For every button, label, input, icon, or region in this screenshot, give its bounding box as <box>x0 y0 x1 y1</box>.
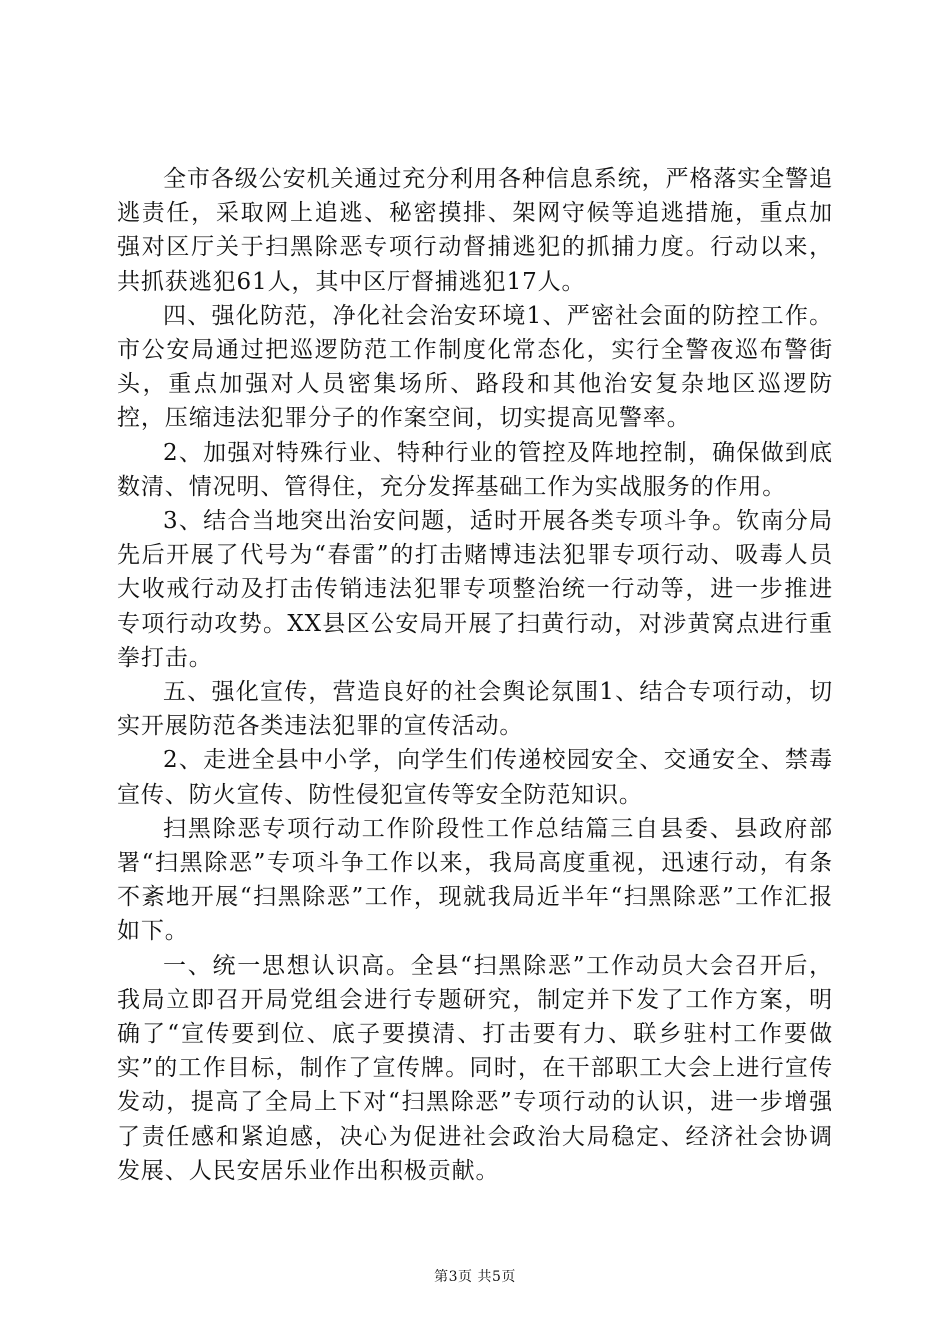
paragraph-3: 2、加强对特殊行业、特种行业的管控及阵地控制，确保做到底数清、情况明、管得住，充分发挥基础工作为实战服务的作用。 <box>117 439 833 500</box>
paragraph-4: 3、结合当地突出治安问题，适时开展各类专项斗争。钦南分局先后开展了代号为“春雷”的打击赌博违法犯罪专项行动、吸毒人员大收戒行动及打击传销违法犯罪专项整治统一行动等，进一步推进专项行动攻势。XX县区公安局开展了扫黄行动，对涉黄窝点进行重拳打击。 <box>117 508 833 671</box>
page-footer: 第3页 共5页 <box>434 1269 516 1285</box>
paragraph-5: 五、强化宣传，营造良好的社会舆论氛围1、结合专项行动，切实开展防范各类违法犯罪的宣传活动。 <box>117 679 833 740</box>
paragraph-1: 全市各级公安机关通过充分利用各种信息系统，严格落实全警追逃责任，采取网上追逃、秘密摸排、架网守候等追逃措施，重点加强对区厅关于扫黑除恶专项行动督捕逃犯的抓捕力度。行动以来，共抓获逃犯61人，其中区厅督捕逃犯17人。 <box>117 166 833 295</box>
document-body <box>117 162 833 1188</box>
paragraph-2: 四、强化防范，净化社会治安环境1、严密社会面的防控工作。市公安局通过把巡逻防范工作制度化常态化，实行全警夜巡布警街头，重点加强对人员密集场所、路段和其他治安复杂地区巡逻防控，压缩违法犯罪分子的作案空间，切实提高见警率。 <box>117 302 833 432</box>
paragraph-8: 一、统一思想认识高。全县“扫黑除恶”工作动员大会召开后，我局立即召开局党组会进行专题研究，制定并下发了工作方案，明确了“宣传要到位、底子要摸清、打击要有力、联乡驻村工作要做实”的工作目标，制作了宣传牌。同时，在干部职工大会上进行宣传发动，提高了全局上下对“扫黑除恶”专项行动的认识，进一步增强了责任感和紧迫感，决心为促进社会政治大局稳定、经济社会协调发展、人民安居乐业作出积极贡献。 <box>117 952 833 1184</box>
paragraph-7: 扫黑除恶专项行动工作阶段性工作总结篇三自县委、县政府部署“扫黑除恶”专项斗争工作以来，我局高度重视，迅速行动，有条不紊地开展“扫黑除恶”工作，现就我局近半年“扫黑除恶”工作汇报如下。 <box>117 815 833 945</box>
paragraph-6: 2、走进全县中小学，向学生们传递校园安全、交通安全、禁毒宣传、防火宣传、防性侵犯宣传等安全防范知识。 <box>117 747 833 808</box>
